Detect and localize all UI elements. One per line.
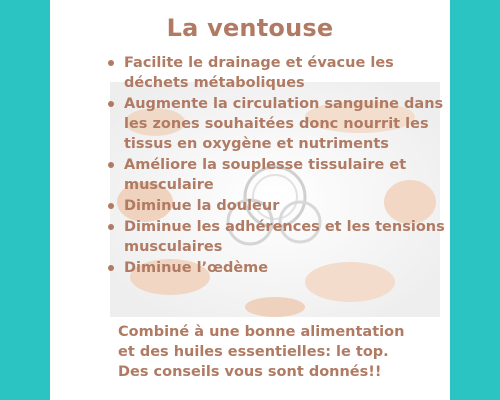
list-item: Diminue l’œdème <box>108 258 448 278</box>
page-title: La ventouse <box>166 14 334 42</box>
footer-line: et des huiles essentielles: le top. <box>118 344 389 360</box>
list-item: Améliore la souplesse tissulaire et musculaire <box>108 155 448 195</box>
list-item: Facilite le drainage et évacue les déchets métaboliques <box>108 53 448 93</box>
content-card <box>50 0 450 400</box>
benefits-list <box>108 53 448 279</box>
footer-line: Combiné à une bonne alimentation <box>118 324 405 340</box>
footer-text <box>118 322 438 382</box>
footer-line: Des conseils vous sont donnés!! <box>118 364 382 380</box>
list-item: Diminue les adhérences et les tensions musculaires <box>108 217 448 257</box>
list-item: Augmente la circulation sanguine dans les zones souhaitées donc nourrit les tissus en oxygène et nutriments <box>108 94 448 154</box>
list-item: Diminue la douleur <box>108 196 448 216</box>
